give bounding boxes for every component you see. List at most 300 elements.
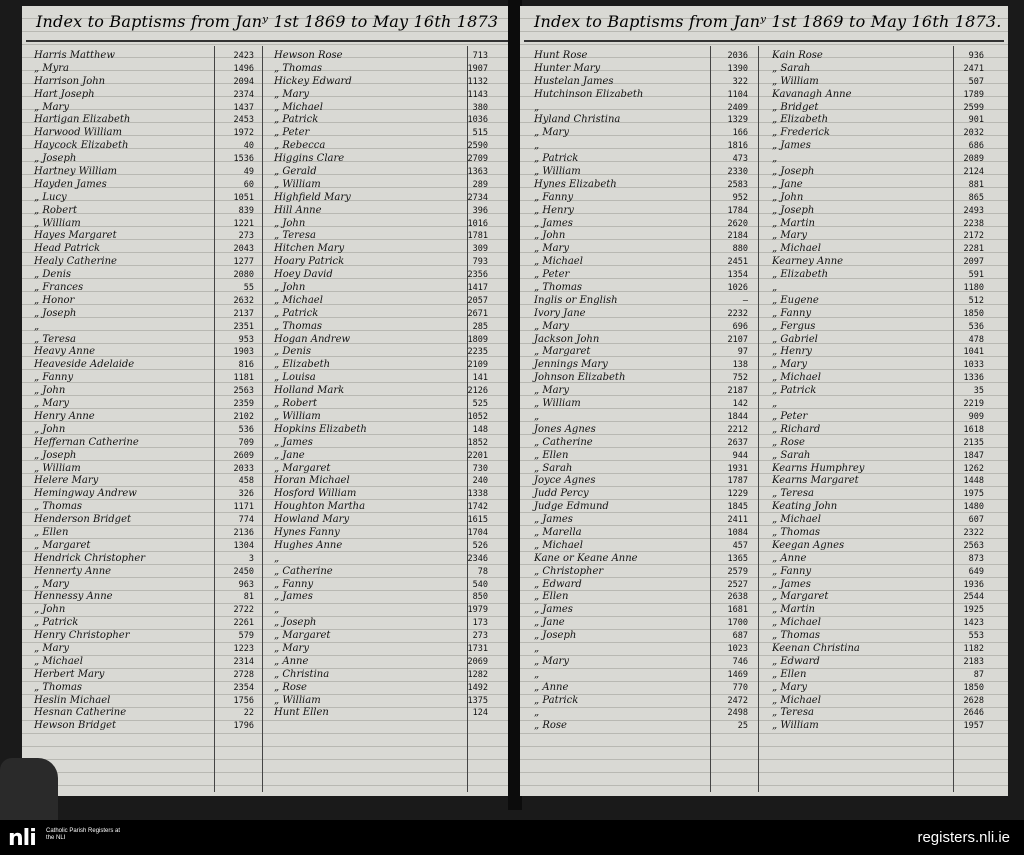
entry-number: 1925	[963, 605, 984, 616]
entry-number: 1223	[233, 643, 254, 654]
index-entry	[34, 205, 259, 218]
entry-name: „ James	[772, 578, 811, 590]
entry-number: 713	[472, 51, 488, 61]
index-entry	[772, 282, 990, 295]
index-entry	[34, 256, 259, 269]
entry-name: „ Patrick	[274, 307, 319, 319]
entry-name: „ Catherine	[534, 436, 593, 448]
entry-name: „ Joseph	[34, 153, 77, 165]
entry-number: 2411	[727, 515, 748, 526]
index-entry	[34, 218, 259, 231]
entry-name: „ Denis	[34, 269, 72, 281]
index-entry	[534, 230, 756, 243]
index-entry	[34, 630, 259, 643]
entry-number: 1041	[963, 347, 984, 358]
entry-name: „ Elizabeth	[772, 269, 829, 281]
entry-name: „ Lucy	[34, 191, 67, 203]
entry-number: 2563	[963, 540, 984, 551]
entry-number: 793	[472, 257, 488, 268]
index-entry	[274, 308, 494, 321]
entry-number: 1180	[963, 283, 984, 294]
index-entry	[34, 437, 259, 450]
entry-number: 2057	[467, 295, 488, 306]
entry-number: 1931	[727, 463, 748, 474]
index-entry	[274, 179, 494, 192]
entry-number: 2184	[727, 231, 748, 242]
entry-number: 1972	[233, 128, 254, 139]
entry-number: 540	[472, 579, 488, 590]
entry-number: 478	[968, 334, 984, 345]
entry-name: Judd Percy	[534, 488, 589, 500]
entry-name: „ Ellen	[772, 668, 807, 680]
index-entry	[534, 205, 756, 218]
entry-number: 839	[238, 205, 254, 216]
index-entry	[772, 695, 990, 708]
entry-number: 1016	[467, 218, 488, 229]
index-entry	[772, 720, 990, 733]
index-entry	[772, 579, 990, 592]
entry-number: 124	[472, 708, 488, 719]
entry-number: —	[742, 295, 748, 306]
entry-name: Howland Mary	[274, 514, 350, 526]
entry-number: 2620	[727, 218, 748, 229]
index-entry	[534, 218, 756, 231]
entry-name: „ Louisa	[274, 372, 316, 384]
entry-number: 536	[968, 321, 984, 332]
index-entry	[534, 398, 756, 411]
entry-name: „ William	[274, 694, 321, 706]
index-entry	[534, 114, 756, 127]
entry-number: 1033	[963, 360, 984, 371]
index-entry	[34, 604, 259, 617]
index-entry	[534, 102, 756, 115]
entry-number: 2032	[963, 128, 984, 139]
entry-number: 1781	[467, 231, 488, 242]
index-entry	[772, 411, 990, 424]
index-entry	[274, 89, 494, 102]
index-entry	[274, 346, 494, 359]
index-entry	[534, 630, 756, 643]
entry-number: 2314	[233, 656, 254, 667]
entry-name: Hustelan James	[534, 75, 614, 87]
index-entry	[274, 579, 494, 592]
entry-name: Ivory Jane	[534, 307, 586, 319]
entry-name: „ James	[534, 604, 573, 616]
entry-number: 2671	[467, 308, 488, 319]
entry-number: 1171	[233, 502, 254, 513]
entry-number: 1036	[467, 115, 488, 126]
entry-number: 289	[472, 179, 488, 190]
entry-name: „ Peter	[772, 410, 808, 422]
entry-name: „ Rose	[534, 720, 567, 732]
entry-name: „ Sarah	[772, 62, 811, 74]
entry-number: 774	[238, 515, 254, 526]
index-entry	[772, 617, 990, 630]
site-link[interactable]: registers.nli.ie	[917, 829, 1010, 846]
entry-name: „	[772, 153, 778, 165]
entry-name: „ William	[274, 410, 321, 422]
index-entry	[274, 385, 494, 398]
nli-logo[interactable]: nli	[8, 826, 36, 851]
entry-number: 380	[472, 102, 488, 113]
entry-number: 1390	[727, 63, 748, 74]
index-entry	[772, 140, 990, 153]
entry-name: „ Teresa	[34, 333, 76, 345]
entry-number: 1979	[467, 605, 488, 616]
entry-name: Hayes Margaret	[34, 230, 117, 242]
entry-name: „ Mary	[34, 578, 69, 590]
index-entry	[274, 488, 494, 501]
index-entry	[274, 475, 494, 488]
index-entry	[34, 140, 259, 153]
entry-name: Harwood William	[34, 127, 122, 139]
index-entry	[772, 127, 990, 140]
index-entry	[34, 591, 259, 604]
entry-number: 35	[973, 386, 984, 397]
index-entry	[534, 720, 756, 733]
index-entry	[34, 179, 259, 192]
index-entry	[274, 230, 494, 243]
index-entry	[34, 514, 259, 527]
index-entry	[772, 385, 990, 398]
entry-number: 953	[238, 334, 254, 345]
index-entry	[534, 682, 756, 695]
entry-number: 1423	[963, 618, 984, 629]
index-entry	[34, 617, 259, 630]
entry-name: Keating John	[772, 501, 838, 513]
entry-number: 873	[968, 553, 984, 564]
entry-name: „ Mary	[34, 398, 69, 410]
index-entry	[34, 424, 259, 437]
entry-name: Hartigan Elizabeth	[34, 114, 131, 126]
entry-name: „ Michael	[534, 539, 583, 551]
index-entry	[772, 334, 990, 347]
entry-name: Hopkins Elizabeth	[274, 423, 367, 435]
entry-name: „ Mary	[34, 642, 69, 654]
index-entry	[34, 166, 259, 179]
index-entry	[34, 89, 259, 102]
entry-number: 309	[472, 244, 488, 255]
entry-name: „ Gerald	[274, 166, 317, 178]
entry-number: 536	[238, 424, 254, 435]
entry-name: „ Margaret	[772, 591, 829, 603]
index-entry	[274, 617, 494, 630]
index-entry	[34, 153, 259, 166]
index-entry	[772, 114, 990, 127]
index-entry	[772, 437, 990, 450]
index-entry	[772, 76, 990, 89]
entry-number: 526	[472, 540, 488, 551]
entry-name: „ Mary	[534, 655, 569, 667]
index-entry	[274, 127, 494, 140]
index-entry	[534, 372, 756, 385]
entry-number: 816	[238, 360, 254, 371]
entry-name: „ John	[772, 191, 804, 203]
index-entry	[34, 527, 259, 540]
index-entry	[274, 205, 494, 218]
entry-number: 1618	[963, 424, 984, 435]
index-entry	[772, 269, 990, 282]
index-entry	[772, 424, 990, 437]
entry-number: 396	[472, 205, 488, 216]
entry-name: „ John	[534, 230, 566, 242]
index-entry	[34, 450, 259, 463]
entry-number: 2346	[467, 553, 488, 564]
entry-number: 1704	[467, 527, 488, 538]
entry-name: Hartney William	[34, 166, 118, 178]
index-entry	[534, 566, 756, 579]
entry-number: 2036	[727, 51, 748, 61]
index-entry	[534, 179, 756, 192]
index-entry	[534, 604, 756, 617]
entry-number: 2330	[727, 167, 748, 178]
entry-name: „	[34, 320, 40, 332]
entry-name: Heffernan Catherine	[34, 436, 139, 448]
index-entry	[274, 166, 494, 179]
entry-name: „ Thomas	[274, 62, 323, 74]
entry-number: 746	[732, 656, 748, 667]
index-entry	[274, 321, 494, 334]
entry-name: „ Henry	[534, 204, 574, 216]
entry-number: 78	[477, 566, 488, 577]
entry-name: „	[274, 552, 280, 564]
entry-number: 2472	[727, 695, 748, 706]
entry-number: 515	[472, 128, 488, 139]
entry-name: „ Patrick	[274, 114, 319, 126]
entry-number: 2172	[963, 231, 984, 242]
entry-name: „ William	[772, 75, 819, 87]
index-entry	[274, 63, 494, 76]
entry-number: 1469	[727, 669, 748, 680]
index-entry	[772, 50, 990, 63]
entry-number: 240	[472, 476, 488, 487]
entry-number: 2609	[233, 450, 254, 461]
index-entry	[772, 450, 990, 463]
entry-number: 2137	[233, 308, 254, 319]
index-entry	[772, 604, 990, 617]
entry-number: 1448	[963, 476, 984, 487]
thumb-shadow	[0, 758, 58, 820]
entry-name: „ Mary	[772, 681, 807, 693]
entry-number: 173	[472, 618, 488, 629]
entry-name: „ Ellen	[534, 591, 569, 603]
entry-number: 1850	[963, 308, 984, 319]
entry-name: Heaveside Adelaide	[34, 359, 135, 371]
index-entry	[534, 463, 756, 476]
index-entry	[772, 540, 990, 553]
index-entry	[534, 540, 756, 553]
entry-number: 2590	[467, 141, 488, 152]
entry-name: „ Michael	[34, 655, 83, 667]
index-entry	[534, 89, 756, 102]
index-entry	[274, 656, 494, 669]
entry-number: 1700	[727, 618, 748, 629]
entry-name: „ Henry	[772, 346, 812, 358]
entry-name: „ James	[274, 436, 313, 448]
entry-number: 1615	[467, 515, 488, 526]
entry-number: 2097	[963, 257, 984, 268]
entry-name: „ William	[274, 178, 321, 190]
entry-name: „ Thomas	[772, 526, 821, 538]
index-entry	[34, 695, 259, 708]
entry-name: „ Fanny	[772, 565, 812, 577]
entry-name: „ Sarah	[534, 462, 573, 474]
index-entry	[772, 643, 990, 656]
entry-number: 2493	[963, 205, 984, 216]
index-entry	[772, 192, 990, 205]
entry-name: Heavy Anne	[34, 346, 96, 358]
index-entry	[274, 372, 494, 385]
index-column	[772, 50, 990, 733]
index-entry	[772, 205, 990, 218]
index-entry	[274, 334, 494, 347]
index-entry	[34, 243, 259, 256]
entry-number: 901	[968, 115, 984, 126]
index-entry	[34, 566, 259, 579]
entry-number: 1492	[467, 682, 488, 693]
entry-number: 166	[732, 128, 748, 139]
entry-name: „ Christina	[274, 668, 330, 680]
entry-number: 87	[973, 669, 984, 680]
entry-number: 2638	[727, 592, 748, 603]
entry-number: 1681	[727, 605, 748, 616]
entry-name: „ Richard	[772, 423, 821, 435]
entry-name: „ Thomas	[534, 282, 583, 294]
entry-name: „ Michael	[772, 694, 821, 706]
entry-name: Hutchinson Elizabeth	[534, 88, 644, 100]
entry-number: 138	[732, 360, 748, 371]
entry-number: 1084	[727, 527, 748, 538]
entry-number: 2219	[963, 399, 984, 410]
index-entry	[772, 321, 990, 334]
entry-number: 2527	[727, 579, 748, 590]
entry-number: 2351	[233, 321, 254, 332]
index-entry	[274, 540, 494, 553]
index-entry	[534, 553, 756, 566]
index-entry	[534, 411, 756, 424]
index-column	[534, 50, 756, 733]
index-entry	[534, 656, 756, 669]
entry-number: 142	[732, 399, 748, 410]
index-entry	[274, 566, 494, 579]
index-entry	[534, 63, 756, 76]
entry-number: 1816	[727, 141, 748, 152]
entry-name: „ Patrick	[34, 617, 79, 629]
entry-number: 507	[968, 76, 984, 87]
entry-name: „ Jane	[772, 178, 803, 190]
entry-name: Hart Joseph	[34, 88, 95, 100]
entry-name: Hewson Rose	[274, 50, 343, 61]
entry-name: „ Michael	[274, 101, 323, 113]
entry-number: 2637	[727, 437, 748, 448]
entry-name: Kearns Margaret	[772, 475, 859, 487]
entry-name: „ Frances	[34, 282, 84, 294]
index-entry	[534, 707, 756, 720]
entry-number: 1789	[963, 89, 984, 100]
entry-number: 591	[968, 270, 984, 281]
entry-number: 1329	[727, 115, 748, 126]
entry-name: „ Anne	[534, 681, 569, 693]
index-entry	[274, 153, 494, 166]
index-entry	[34, 102, 259, 115]
index-entry	[772, 398, 990, 411]
index-entry	[34, 398, 259, 411]
index-entry	[534, 617, 756, 630]
entry-number: 525	[472, 399, 488, 410]
entry-name: „ Marella	[534, 526, 582, 538]
entry-name: „ Patrick	[534, 694, 579, 706]
entry-name: Henry Anne	[34, 410, 95, 422]
index-entry	[534, 308, 756, 321]
entry-number: 1480	[963, 502, 984, 513]
index-entry	[34, 475, 259, 488]
index-entry	[34, 321, 259, 334]
entry-name: „ Mary	[34, 101, 69, 113]
entry-name: „ Mary	[534, 127, 569, 139]
entry-number: 1756	[233, 695, 254, 706]
entry-number: 1181	[233, 373, 254, 384]
entry-name: „	[534, 410, 540, 422]
right-page-title: Index to Baptisms from Janʸ 1st 1869 to May 16th 1873.	[534, 12, 1002, 31]
entry-name: „ Fanny	[772, 307, 812, 319]
entry-number: 2709	[467, 154, 488, 165]
entry-name: „ Mary	[274, 88, 309, 100]
entry-number: 850	[472, 592, 488, 603]
index-entry	[772, 553, 990, 566]
entry-name: Heslin Michael	[34, 694, 111, 706]
entry-name: Johnson Elizabeth	[534, 372, 626, 384]
entry-name: „ Fergus	[772, 320, 816, 332]
title-rule	[26, 40, 508, 42]
entry-number: 944	[732, 450, 748, 461]
index-entry	[34, 540, 259, 553]
index-entry	[534, 424, 756, 437]
entry-name: „ Joseph	[34, 307, 77, 319]
index-entry	[34, 579, 259, 592]
entry-name: Inglis or English	[534, 294, 618, 306]
entry-number: 1132	[467, 76, 488, 87]
index-entry	[34, 282, 259, 295]
entry-number: 285	[472, 321, 488, 332]
entry-name: „ Eugene	[772, 294, 819, 306]
index-entry	[274, 463, 494, 476]
index-entry	[772, 89, 990, 102]
index-entry	[34, 334, 259, 347]
entry-number: 2563	[233, 386, 254, 397]
entry-number: 2646	[963, 708, 984, 719]
entry-number: 1221	[233, 218, 254, 229]
index-entry	[534, 127, 756, 140]
index-entry	[772, 669, 990, 682]
index-column	[274, 50, 494, 720]
entry-name: „ Anne	[772, 552, 807, 564]
entry-name: Head Patrick	[34, 243, 101, 255]
entry-name: „	[772, 282, 778, 294]
entry-name: „ Margaret	[274, 462, 331, 474]
entry-name: Henderson Bridget	[34, 514, 132, 526]
entry-number: 1336	[963, 373, 984, 384]
entry-number: 1023	[727, 643, 748, 654]
index-entry	[274, 707, 494, 720]
entry-number: 2201	[467, 450, 488, 461]
title-rule	[524, 40, 1004, 42]
entry-name: „ Myra	[34, 62, 69, 74]
entry-number: 1304	[233, 540, 254, 551]
entry-number: 1907	[467, 63, 488, 74]
index-entry	[34, 359, 259, 372]
entry-name: Herbert Mary	[34, 668, 105, 680]
index-entry	[274, 514, 494, 527]
